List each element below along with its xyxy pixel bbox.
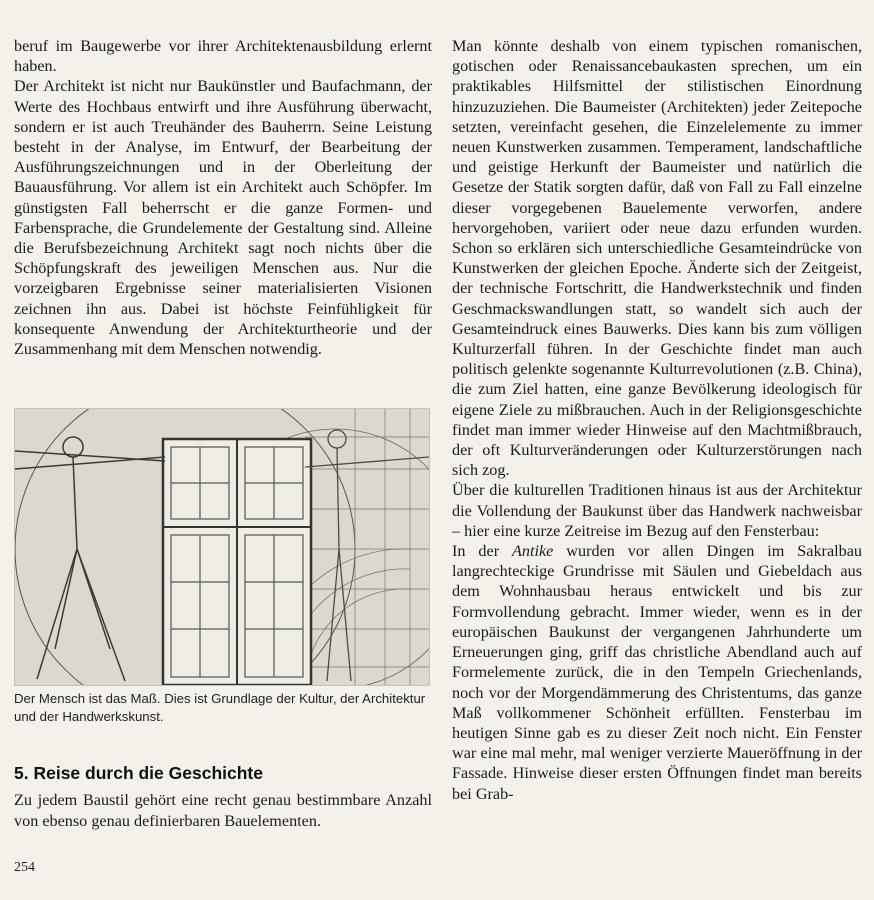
- right-column: [452, 36, 862, 804]
- right-paragraph-1: Man könnte deshalb von einem typischen romanischen, gotischen oder Renaissancebaukasten sprechen, um ein praktikables Hilfsmittel der stilistischen Einordnung hinzuzuziehen. Die Baumeister (Architekten) jeder Zeitepoche setzten, vereinfacht gesehen, die Einzelelemente zu immer neuen Kunstwerken zusammen. Temperament, landschaftliche und geistige Herkunft der Baumeister und natürlich die Gesetze der Statik sorgten dafür, daß von Fall zu Fall einzelne dieser vorgegebenen Bauelemente verworfen, andere hervorgehoben, variiert oder neue dazu erfunden wurden. Schon so erklären sich unterschiedliche Gesamteindrücke von Kunstwerken der gleichen Epoche. Änderte sich der Zeitgeist, der technische Fortschritt, die Handwerkstechnik und finden Geschmackswandlungen statt, so wandelt sich auch der Gesamteindruck eines Bauwerks. Dies kann bis zum völligen Kulturzerfall führen. In der Geschichte findet man auch politisch gelenkte sogenannte Kulturrevolutionen (z.B. China), die zum Ziel hatten, eine ganze Bevölkerung ideologisch für eigene Ziele zu mißbrauchen. Auch in der Religionsgeschichte findet man immer wieder Hinweise auf den Machtmißbrauch, der oft Kulturveränderungen oder Kulturzerstörungen nach sich zog.: [452, 37, 862, 480]
- antike-prefix: In der: [452, 542, 513, 561]
- vitruvian-window-illustration: [14, 408, 430, 686]
- antike-word: Antike: [512, 542, 554, 561]
- illustration-drawing: [15, 409, 429, 685]
- antike-rest: wurden vor allen Dingen im Sakralbau langrechteckige Grundrisse mit Säulen und Giebeldach aus dem Wohnhausbau heraus entwickelt und bis zur Formvollendung gebracht. Immer wieder, wenn es in der europäischen Baukunst der vergangenen Jahrhunderte um Erneuerungen ging, griff das christliche Abendland auch auf Formelemente zurück, die in den Tempeln Griechenlands, noch vor der Morgendämmerung des Christentums, das ganze Maß vollkommener Schönheit erfüllten. Fensterbau im heutigen Sinne gab es zu dieser Zeit noch nicht. Ein Fenster war eine mal mehr, mal weniger verzierte Maueröffnung in der Fassade. Hinweise dieser ersten Öffnungen findet man bereits bei Grab-: [452, 542, 862, 803]
- left-column: [14, 36, 432, 359]
- figure-caption: Der Mensch ist das Maß. Dies ist Grundlage der Kultur, der Architektur und der Handwerkskunst.: [14, 691, 426, 724]
- section-intro-text: Zu jedem Baustil gehört eine recht genau bestimmbare Anzahl von ebenso genau definierbaren Bauelementen.: [14, 791, 432, 830]
- page-number: 254: [14, 860, 35, 875]
- left-paragraph-1: beruf im Baugewerbe vor ihrer Architektenausbildung erlernt haben.: [14, 37, 432, 76]
- right-paragraph-antike: [452, 541, 862, 804]
- left-paragraph-2: Der Architekt ist nicht nur Baukünstler und Baufachmann, der Werte des Hochbaus entwirft und ihre Ausführung überwacht, sondern er ist auch Treuhänder des Bauherrn. Seine Leistung besteht in der Analyse, im Entwurf, der Bearbeitung der Ausführungszeichnungen und in der Oberleitung der Bauausführung. Vor allem ist ein Architekt auch Schöpfer. Im günstigsten Fall beherrscht er die ganze Formen- und Farbensprache, die Grundelemente der Gestaltung sind. Alleine die Berufsbezeichnung Architekt sagt noch nichts über die Schöpfungskraft des jeweiligen Menschen aus. Nur die vorzeigbaren Ergebnisse seiner materialisierten Visionen zeichnen ihn aus. Dabei ist höchste Feinfühligkeit für konsequente Anwendung der Architekturtheorie und der Zusammenhang mit dem Menschen notwendig.: [14, 77, 432, 359]
- section-heading: 5. Reise durch die Geschichte: [14, 763, 263, 783]
- right-paragraph-2: Über die kulturellen Traditionen hinaus ist aus der Architektur die Vollendung der Baukunst über das Handwerk nachweisbar – hier eine kurze Zeitreise im Bezug auf den Fensterbau:: [452, 481, 862, 540]
